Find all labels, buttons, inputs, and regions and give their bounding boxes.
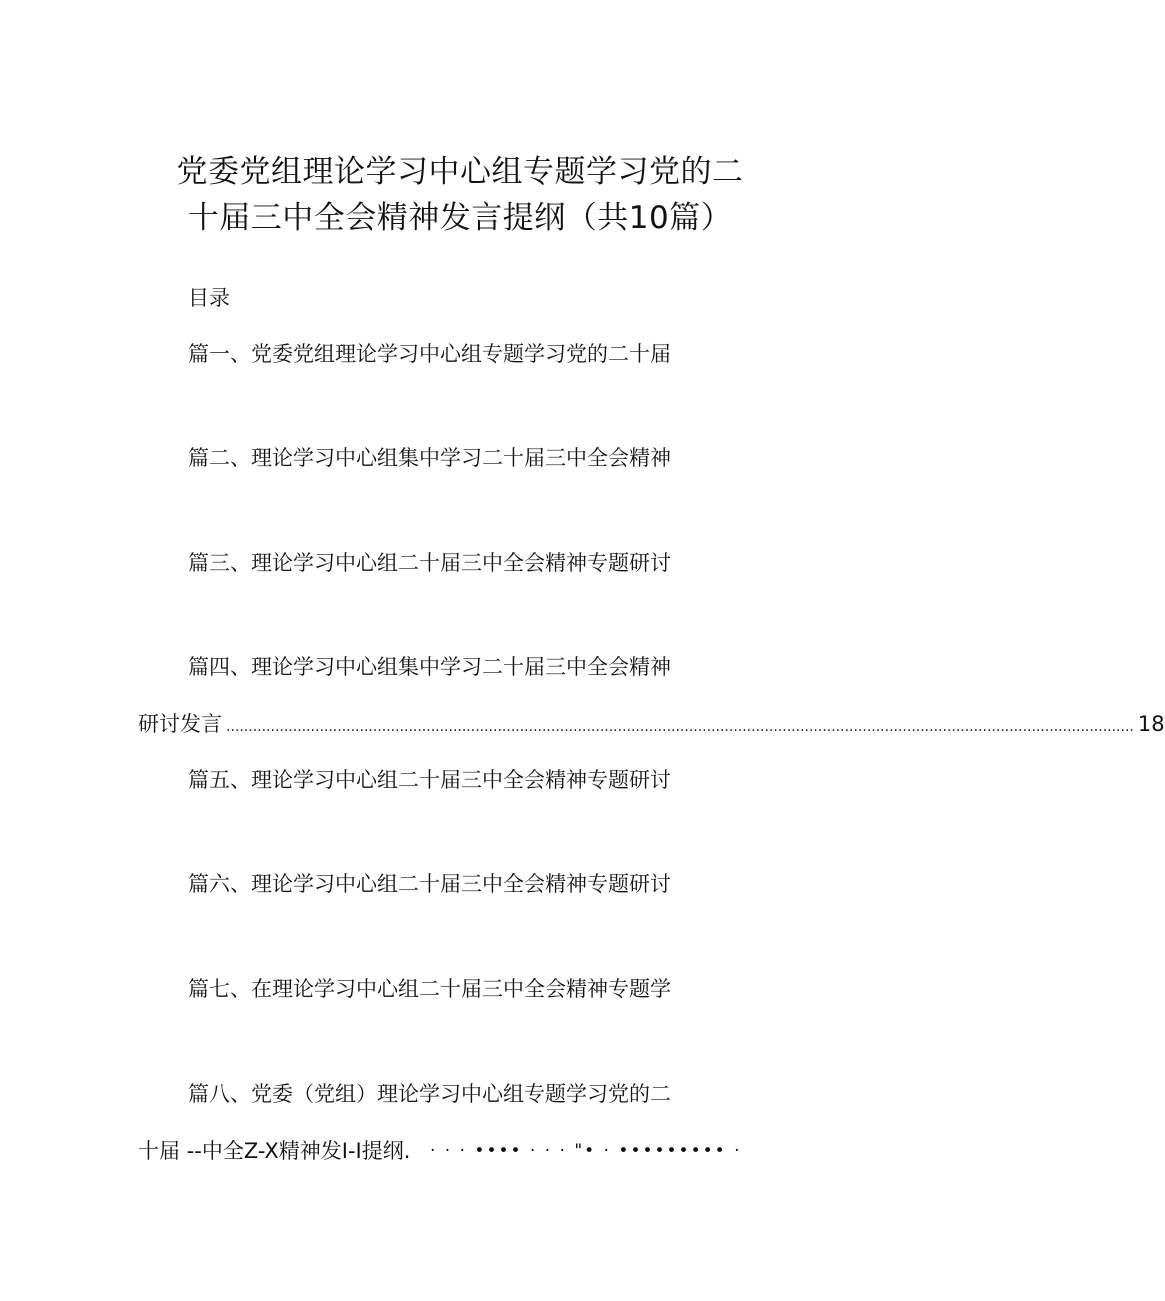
toc-entry-1[interactable]: 篇一、党委党组理论学习中心组专题学习党的二十届 [188, 342, 671, 366]
document-title-line-2: 十届三中全会精神发言提纲（共10篇） [187, 200, 733, 236]
toc-entry-4-continuation[interactable] [138, 709, 1165, 742]
toc-entry-4-page-number: 18 [1137, 712, 1165, 736]
toc-entry-8-continuation[interactable]: 十届 --中全Z-X精神发I-I提纲. [138, 1139, 411, 1163]
toc-entry-2[interactable]: 篇二、理论学习中心组集中学习二十届三中全会精神 [188, 446, 671, 470]
toc-heading: 目录 [188, 286, 230, 310]
toc-entry-4[interactable]: 篇四、理论学习中心组集中学习二十届三中全会精神 [188, 655, 671, 679]
toc-entry-5[interactable]: 篇五、理论学习中心组二十届三中全会精神专题研讨 [188, 768, 671, 792]
document-title-line-1: 党委党组理论学习中心组专题学习党的二 [176, 154, 744, 190]
toc-entry-8[interactable]: 篇八、党委（党组）理论学习中心组专题学习党的二 [188, 1082, 671, 1106]
dot-leader: ............................................................................................................................................................................................................ [226, 719, 1134, 735]
toc-entry-8-leader-artifact: · · · •••• · · · "• · ••••••••• · [430, 1141, 742, 1161]
toc-entry-6[interactable]: 篇六、理论学习中心组二十届三中全会精神专题研讨 [188, 872, 671, 896]
toc-entry-4-continuation-text: 研讨发言 [138, 712, 222, 736]
toc-entry-3[interactable]: 篇三、理论学习中心组二十届三中全会精神专题研讨 [188, 551, 671, 575]
toc-entry-7[interactable]: 篇七、在理论学习中心组二十届三中全会精神专题学 [188, 977, 671, 1001]
